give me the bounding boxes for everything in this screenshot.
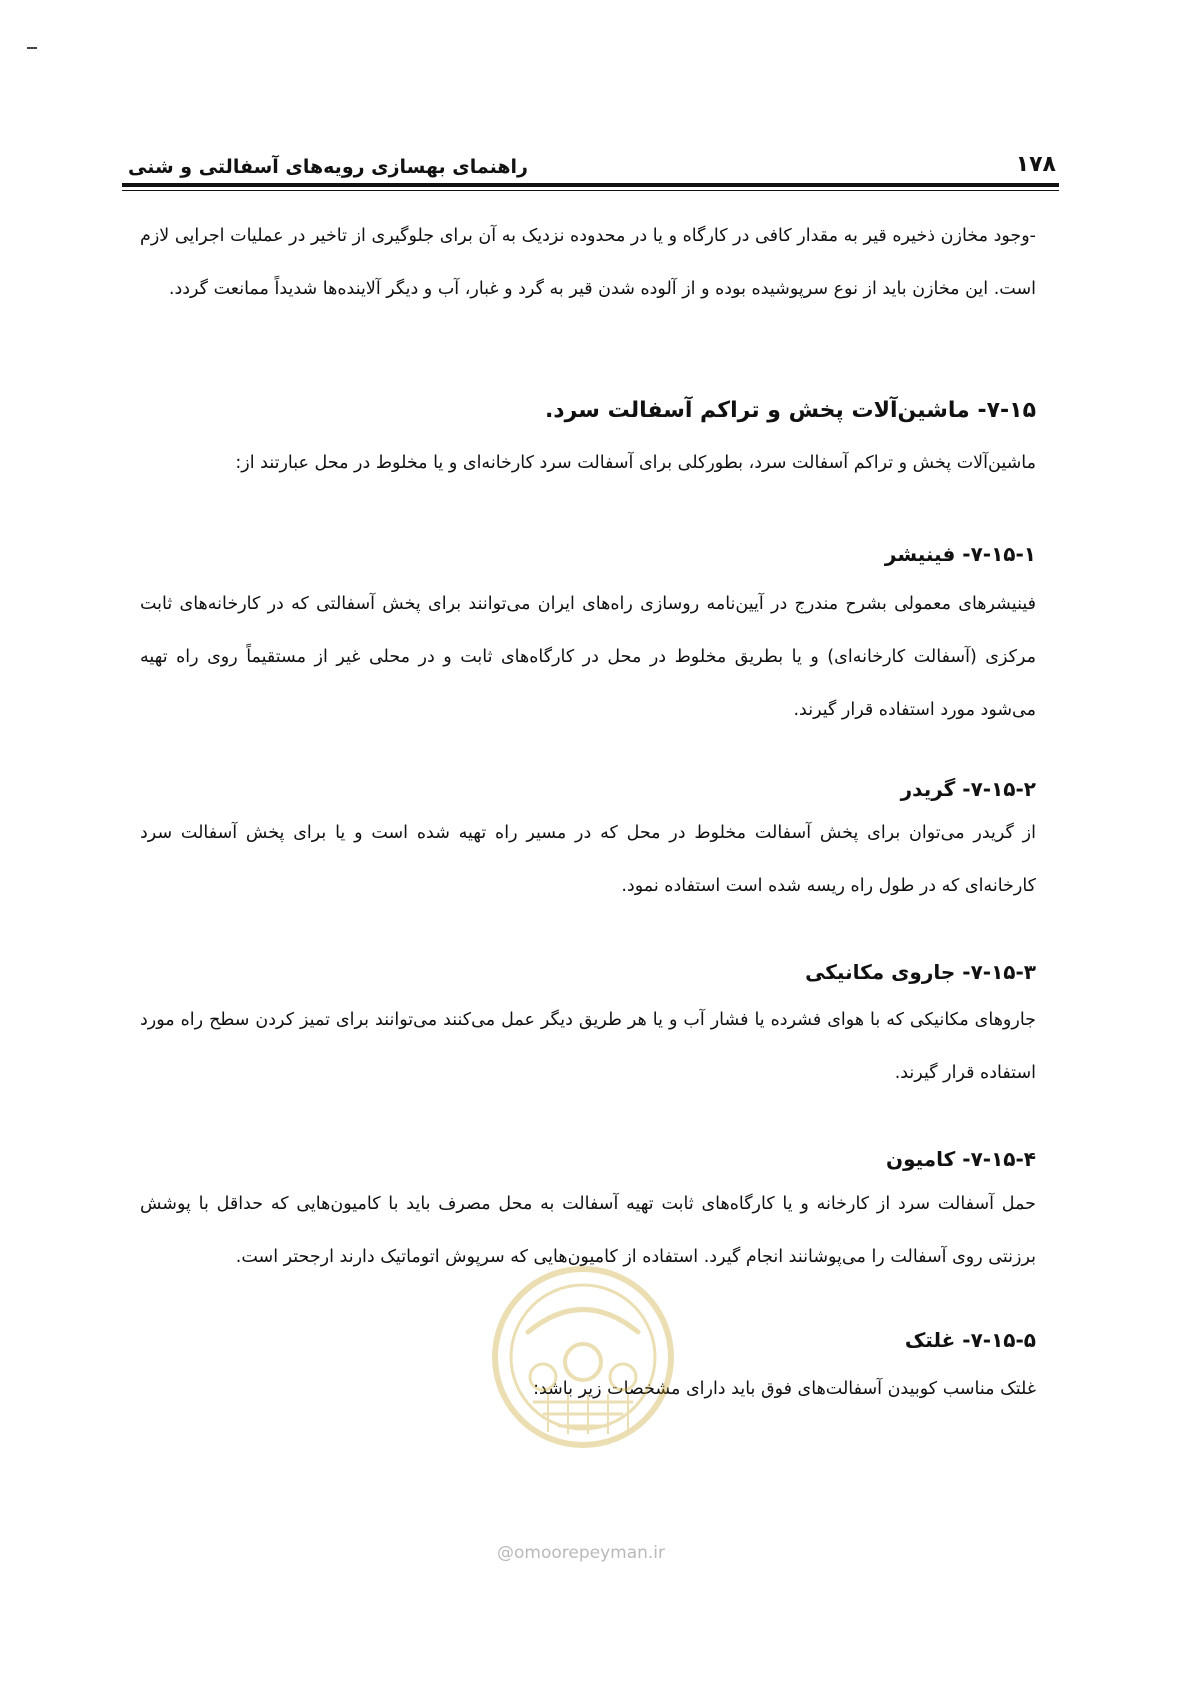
section-7-15-1-body bbox=[140, 578, 1036, 737]
intro-block bbox=[140, 210, 1036, 316]
header-rule-thick bbox=[122, 183, 1059, 187]
section-heading-7-15-2: ۷-۱۵-۲- گریدر bbox=[900, 777, 1036, 801]
section-heading-7-15-5: ۷-۱۵-۵- غلتک bbox=[904, 1328, 1036, 1352]
section-7-15-2-paragraph: از گریدر می‌توان برای پخش آسفالت مخلوط در محل که در مسیر راه تهیه شده است و یا برای پخش آسفالت سرد کارخانه‌ای که در طول راه ریسه شده است استفاده نمود. bbox=[140, 823, 1036, 896]
section-heading-7-15-3: ۷-۱۵-۳- جاروی مکانیکی bbox=[805, 960, 1036, 984]
scan-corner-mark bbox=[27, 47, 37, 49]
watermark-seal-logo bbox=[488, 1262, 678, 1452]
section-heading-7-15-4: ۷-۱۵-۴- کامیون bbox=[886, 1147, 1036, 1171]
watermark-url: @omoorepeyman.ir bbox=[497, 1543, 666, 1563]
section-heading-7-15: ۷-۱۵- ماشین‌آلات پخش و تراکم آسفالت سرد. bbox=[544, 398, 1036, 423]
section-7-15-1-paragraph: فینیشرهای معمولی بشرح مندرج در آیین‌نامه روسازی راه‌های ایران می‌توانند برای پخش آسفالتی که در کارخانه‌های ثابت مرکزی (آسفالت کارخانه‌ای) و یا بطریق مخلوط در محل در کارگاه‌های ثابت و در محلی غیر از مستقیماً روی راه تهیه می‌شود مورد استفاده قرار گیرند. bbox=[140, 594, 1036, 720]
page-header bbox=[128, 152, 1056, 180]
section-7-15-4-paragraph: حمل آسفالت سرد از کارخانه و یا کارگاه‌های ثابت تهیه آسفالت به محل مصرف باید با کامیون‌هایی که حداقل با پوشش برزنتی روی آسفالت را می‌پوشانند انجام گیرد. استفاده از کامیون‌هایی که سرپوش اتوماتیک دارند ارجحتر است. bbox=[140, 1194, 1036, 1267]
section-7-15-body bbox=[140, 437, 1036, 490]
section-7-15-3-paragraph: جاروهای مکانیکی که با هوای فشرده یا فشار آب و یا هر طریق دیگر عمل می‌کنند می‌توانند برای تمیز کردن سطح راه مورد استفاده قرار گیرند. bbox=[140, 1010, 1036, 1083]
page-number: ۱۷۸ bbox=[1015, 152, 1056, 177]
section-7-15-2-body bbox=[140, 807, 1036, 913]
running-title: راهنمای بهسازی رویه‌های آسفالتی و شنی bbox=[128, 156, 528, 178]
intro-paragraph: -وجود مخازن ذخیره قیر به مقدار کافی در کارگاه و یا در محدوده نزدیک به آن برای جلوگیری از تاخیر در عملیات اجرایی لازم است. این مخازن باید از نوع سرپوشیده بوده و از آلوده شدن قیر به گرد و غبار، آب و دیگر آلاینده‌ها شدیداً ممانعت گردد. bbox=[140, 226, 1036, 299]
section-7-15-paragraph: ماشین‌آلات پخش و تراکم آسفالت سرد، بطورکلی برای آسفالت سرد کارخانه‌ای و یا مخلوط در محل عبارتند از: bbox=[235, 453, 1036, 473]
section-heading-7-15-1: ۷-۱۵-۱- فینیشر bbox=[884, 542, 1036, 566]
header-rule-thin bbox=[122, 190, 1059, 191]
section-7-15-5-paragraph: غلتک مناسب کوبیدن آسفالت‌های فوق باید دارای مشخصات زیر باشد: bbox=[533, 1379, 1036, 1399]
section-7-15-3-body bbox=[140, 994, 1036, 1100]
